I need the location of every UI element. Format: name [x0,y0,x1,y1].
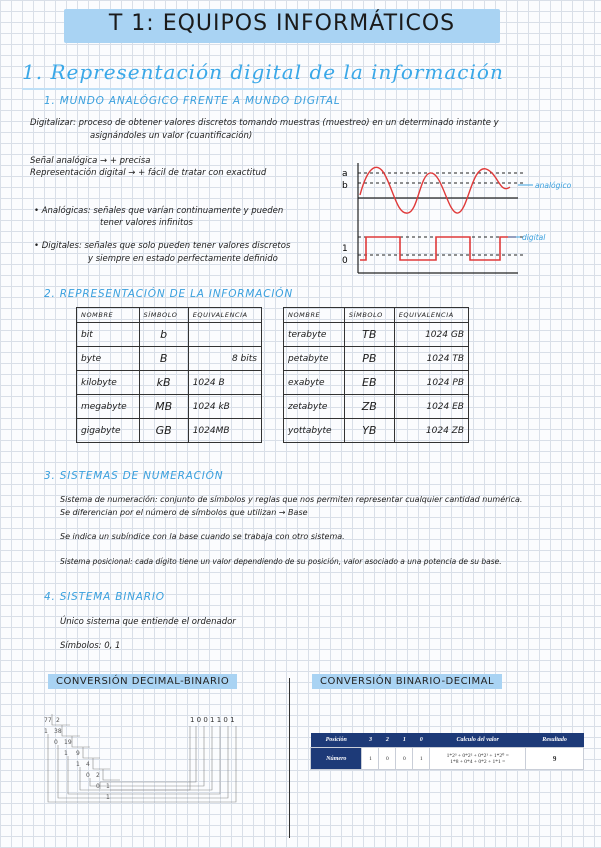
section4-heading: 4. SISTEMA BINARIO [44,591,165,603]
units-table-right: NOMBRE SÍMBOLO EQUIVALENCIA terabyte TB 1024 GB petabyte PB 1024 TB exabyte EB 1024 PB zetabyte ZB 1024 EB yottabyte YB 1024 ZB [283,307,469,443]
bullet-digital-2: y siempre en estado perfectamente definido [88,254,278,264]
analog-curve [360,167,510,213]
svg-text:2: 2 [56,717,60,724]
svg-text:1 0 0 1 1 0 1: 1 0 0 1 1 0 1 [190,716,235,724]
section1-heading: 1. MUNDO ANALÓGICO FRENTE A MUNDO DIGITAL [44,95,341,107]
svg-text:9: 9 [76,750,80,757]
svg-text:1: 1 [64,750,68,757]
table-row: terabyte TB 1024 GB [284,323,469,347]
svg-text:1: 1 [76,761,80,768]
col-nombre: NOMBRE [77,308,140,323]
section2-heading: 2. REPRESENTACIÓN DE LA INFORMACIÓN [44,288,293,300]
table-row: yottabyte YB 1024 ZB [284,419,469,443]
table-row: byte B 8 bits [77,347,262,371]
numeracion-base: Se diferencian por el número de símbolos que utilizan → Base [60,508,308,517]
units-table-left [76,307,262,443]
bullet-analog-1: • Analógicas: señales que varían continuamente y pueden [34,206,284,216]
svg-text:1: 1 [106,783,110,790]
main-heading: 1. Representación digital de la información [22,60,504,84]
digitalizar-line2: asignándoles un valor (cuantificación) [90,131,253,141]
table-row: megabyte MB 1024 kB [77,395,262,419]
bullet-digital-1: • Digitales: señales que solo pueden tener valores discretos [34,241,291,251]
label-b: b [342,181,348,191]
table-row: petabyte PB 1024 TB [284,347,469,371]
svg-text:0: 0 [96,783,100,790]
bin-dec-table: Posición 3 2 1 0 Calculo del valor Resultado Número 1 0 0 1 1*2³ + 0*2² + 0*2¹ + 1*2⁰ = 1*8 + 0*4 + 0*2 + 1*1 = 9 [310,733,584,770]
divider-line [289,678,290,838]
label-a: a [342,169,348,179]
table-row: gigabyte GB 1024MB [77,419,262,443]
table-row: bit b [77,323,262,347]
col-equivalencia: EQUIVALENCIA [188,308,261,323]
svg-text:0: 0 [54,739,58,746]
table-row: zetabyte ZB 1024 EB [284,395,469,419]
heading-underline [22,88,462,90]
calc-cell: 1*2³ + 0*2² + 0*2¹ + 1*2⁰ = 1*8 + 0*4 + 0*2 + 1*1 = [430,748,526,770]
signal-graph [338,155,578,280]
label-bin-dec: CONVERSIÓN BINARIO-DECIMAL [312,674,502,689]
svg-text:19: 19 [64,739,72,746]
svg-text:1: 1 [44,728,48,735]
numeracion-subindice: Se indica un subíndice con la base cuando se trabaja con otro sistema. [60,532,345,541]
label-0: 0 [342,256,348,266]
svg-text:77: 77 [44,717,52,724]
numeracion-def: Sistema de numeración: conjunto de símbolos y reglas que nos permiten representar cualquier cantidad numérica. [60,495,523,504]
digital-label: digital [522,233,546,242]
binario-simbolos: Símbolos: 0, 1 [60,641,121,651]
label-dec-bin: CONVERSIÓN DECIMAL-BINARIO [48,674,237,689]
bullet-analog-2: tener valores infinitos [100,218,193,228]
svg-text:4: 4 [86,761,90,768]
digital-repr-note: Representación digital → + fácil de tratar con exactitud [30,168,267,178]
svg-text:38: 38 [54,728,62,735]
table-row: exabyte EB 1024 PB [284,371,469,395]
numeracion-posicional: Sistema posicional: cada dígito tiene un valor dependiendo de su posición, valor asociado a una potencia de su base. [60,557,502,566]
table-row: Número 1 0 0 1 1*2³ + 0*2² + 0*2¹ + 1*2⁰ = 1*8 + 0*4 + 0*2 + 1*1 = 9 [311,748,584,770]
digital-square-wave [360,237,516,260]
division-diagram [40,712,270,804]
svg-text:1: 1 [106,794,110,801]
analog-signal-note: Señal analógica → + precisa [30,156,151,166]
col-simbolo: SÍMBOLO [139,308,188,323]
label-1: 1 [342,244,348,254]
digitalizar-line1: Digitalizar: proceso de obtener valores discretos tomando muestras (muestreo) en un determinado instante y [30,118,499,128]
table-row: kilobyte kB 1024 B [77,371,262,395]
analog-label: analógico [535,181,572,190]
section3-heading: 3. SISTEMAS DE NUMERACIÓN [44,470,224,482]
binario-line1: Único sistema que entiende el ordenador [60,617,236,627]
svg-text:0: 0 [86,772,90,779]
svg-text:2: 2 [96,772,100,779]
page-title: T 1: EQUIPOS INFORMÁTICOS [108,11,456,36]
